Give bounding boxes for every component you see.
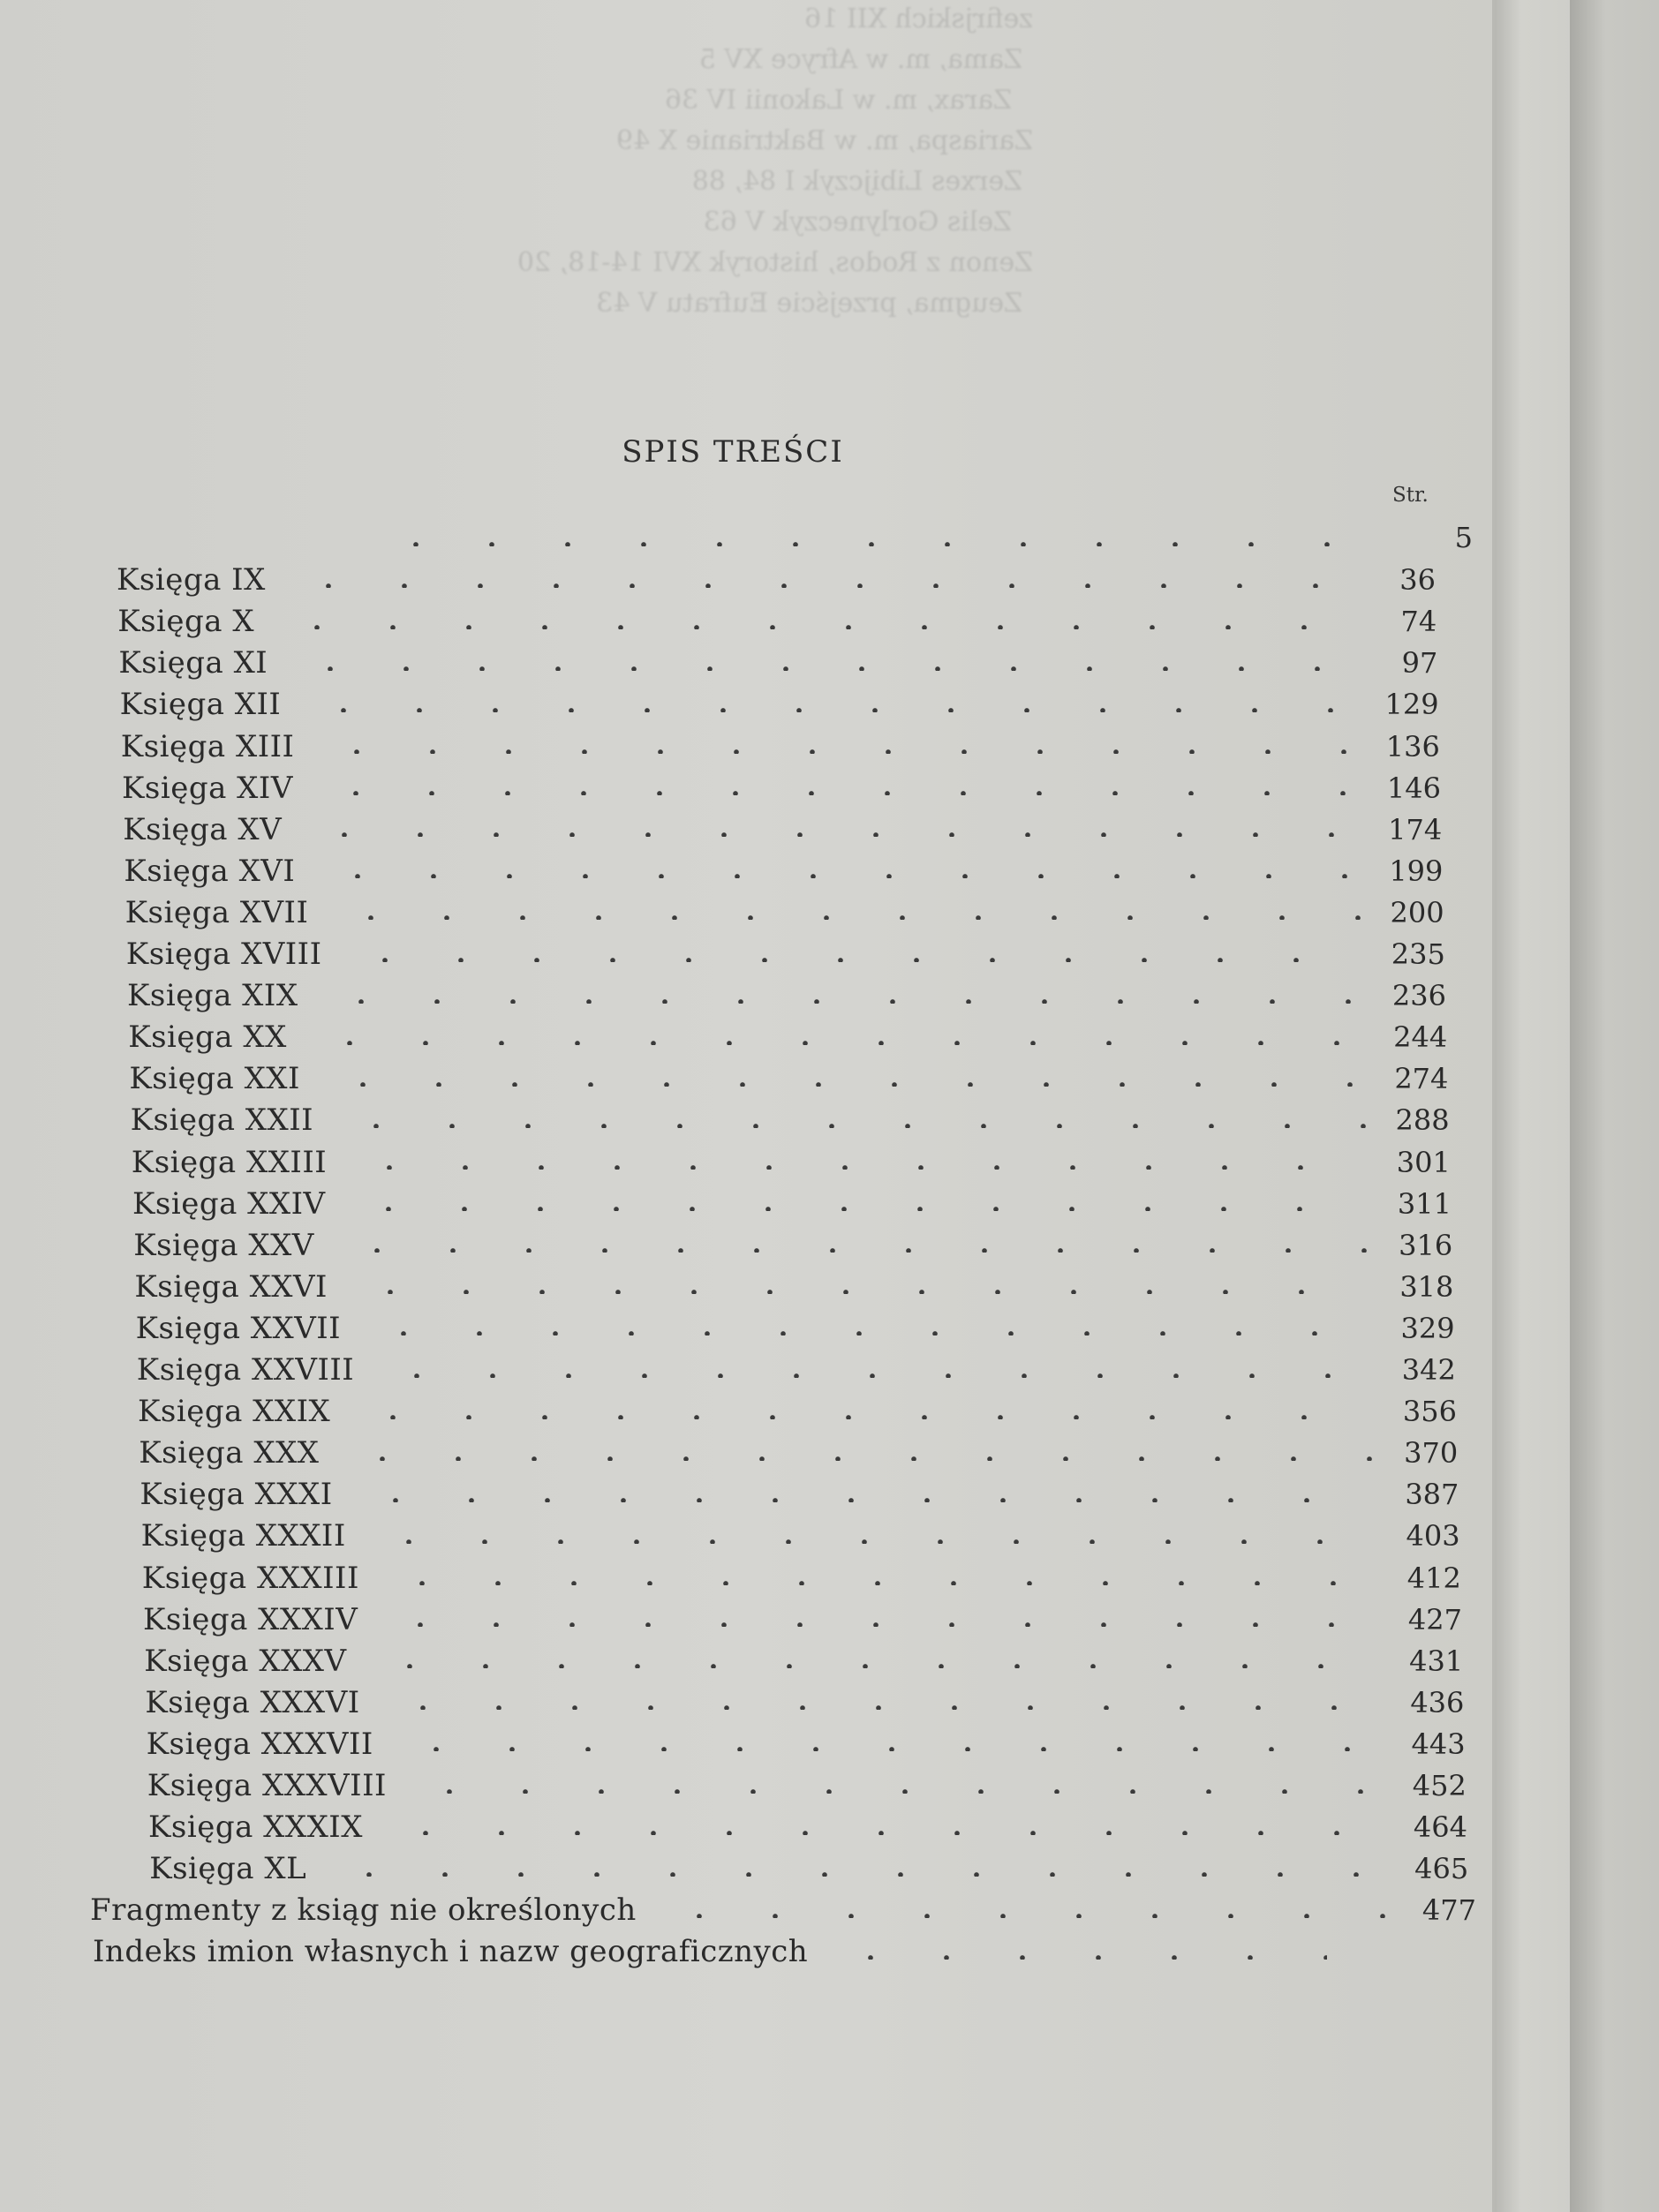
toc-entry-label: Księga XXXV — [144, 1643, 347, 1679]
toc-entry-label: Księga XII — [119, 687, 282, 723]
dot-leader — [372, 1664, 1383, 1668]
dot-leader — [305, 708, 1357, 712]
ghost-line: Zarax, m. w Lakonii IV 36 — [664, 85, 1012, 116]
toc-entry — [148, 1809, 1467, 1845]
toc-entry — [132, 1145, 1451, 1180]
dot-leader — [318, 791, 1360, 795]
toc-entry-page: 200 — [1390, 895, 1444, 929]
dot-leader — [385, 1705, 1384, 1710]
toc-entry — [117, 562, 1436, 598]
toc-entry-page: 244 — [1393, 1020, 1448, 1055]
toc-entry-page: 301 — [1396, 1145, 1451, 1179]
toc-entry — [141, 1518, 1460, 1554]
dot-leader — [366, 1331, 1373, 1335]
toc-entry-page: 236 — [1391, 979, 1446, 1013]
dot-leader — [338, 1124, 1369, 1128]
toc-entry-label: Księga XL — [149, 1851, 307, 1887]
toc-entry-label: Księga XXIII — [131, 1144, 328, 1180]
dot-leader — [331, 1872, 1387, 1877]
toc-entry — [117, 604, 1437, 639]
toc-entry-label: Księga XXVIII — [136, 1352, 355, 1388]
toc-entry — [136, 1311, 1455, 1346]
toc-entry-label: Księga XXII — [130, 1102, 314, 1139]
ghost-line: zefirjskich XII 16 — [804, 4, 1033, 34]
toc-entry — [125, 895, 1444, 930]
dot-leader — [378, 542, 1391, 546]
toc-entry-page: 235 — [1391, 937, 1445, 971]
toc-entry-page: 403 — [1406, 1519, 1460, 1554]
toc-entry-label: Księga XXXVI — [145, 1684, 360, 1720]
ghost-line: Zeugma, przejście Eufratu V 43 — [596, 288, 1022, 319]
page-column-label: Str. — [1392, 484, 1429, 507]
toc-entry — [144, 1644, 1463, 1679]
toc-entry-page: 477 — [1421, 1893, 1476, 1928]
toc-entry-label: Księga XXI — [129, 1061, 300, 1097]
toc-entry-label: Księga XXVI — [134, 1268, 328, 1305]
toc-entry — [147, 1768, 1467, 1803]
toc-entry-label: Księga XIX — [127, 978, 298, 1014]
toc-entry — [139, 1435, 1458, 1471]
toc-entry-page: 311 — [1397, 1186, 1452, 1221]
toc-entry-page: 452 — [1412, 1769, 1467, 1802]
mirrored-index-text — [35, 0, 1448, 415]
dot-leader — [290, 583, 1354, 588]
ghost-line: Zelis Gorlyneczyk V 63 — [703, 207, 1012, 237]
toc-entry-label: Księga XVII — [124, 894, 309, 930]
toc-entry-page: 356 — [1402, 1395, 1457, 1429]
ghost-line: Zenon z Rodos, historyk XVI 14-18, 20 — [517, 247, 1033, 278]
toc-entry-page: 436 — [1410, 1685, 1465, 1719]
toc-entry — [137, 1352, 1456, 1388]
dot-leader — [371, 1539, 1379, 1544]
toc-entry-page: 443 — [1411, 1727, 1466, 1761]
toc-entry-label: Księga XV — [123, 811, 283, 847]
toc-entry-page: 412 — [1406, 1561, 1461, 1595]
dot-leader — [344, 1456, 1377, 1461]
toc-entry — [133, 1228, 1452, 1263]
toc-entry-label: Księga XXV — [133, 1227, 314, 1263]
dot-leader — [333, 915, 1362, 920]
ghost-line: Zariaspa, m. w Baktrianie X 49 — [615, 125, 1033, 156]
toc-entry — [118, 645, 1437, 681]
toc-entry — [127, 978, 1446, 1013]
toc-entry-label: Fragmenty z ksiąg nie określonych — [90, 1892, 637, 1929]
dot-leader — [351, 1207, 1370, 1211]
toc-entry-page: 329 — [1400, 1311, 1455, 1345]
toc-entry-label: Księga XXXI — [140, 1477, 333, 1513]
toc-entry — [143, 1602, 1462, 1637]
toc-entry-page: 465 — [1414, 1852, 1469, 1886]
book-edge — [1570, 0, 1659, 2212]
toc-entry-label: Indeks imion własnych i nazw geograficznych — [93, 1934, 809, 1970]
toc-entry-page: 427 — [1407, 1602, 1462, 1636]
dot-leader — [351, 1165, 1369, 1170]
dot-leader — [306, 832, 1361, 837]
dot-leader — [661, 1914, 1395, 1918]
toc-entry-label: Księga XI — [118, 645, 268, 681]
dot-leader — [398, 1747, 1384, 1751]
toc-entry-page: 136 — [1385, 729, 1440, 764]
dot-leader — [833, 1955, 1327, 1960]
toc-entry-label: Księga XXIV — [132, 1185, 326, 1222]
toc-entry-page: 316 — [1399, 1228, 1453, 1262]
toc-entry — [142, 1561, 1461, 1596]
ghost-line: Zerxes Libijczyk I 84, 88 — [691, 166, 1022, 197]
toc-entry — [140, 1477, 1459, 1512]
bleed-through-text — [0, 0, 1492, 415]
toc-entry-page: 146 — [1386, 771, 1441, 805]
toc-entry — [145, 1685, 1464, 1720]
dot-leader — [382, 1622, 1381, 1627]
dot-leader — [355, 1415, 1376, 1419]
dot-leader — [320, 874, 1361, 878]
toc-entry-page: 97 — [1401, 646, 1438, 681]
ghost-line: Zama, m. w Afryce XV 5 — [698, 44, 1022, 75]
dot-leader — [347, 958, 1364, 962]
toc-entry — [134, 1269, 1453, 1305]
toc-entry — [121, 729, 1440, 764]
toc-entry-page: 318 — [1399, 1269, 1454, 1304]
toc-entry-page: 274 — [1394, 1062, 1449, 1096]
toc-entry — [129, 1061, 1448, 1096]
toc-entry — [120, 687, 1439, 722]
dot-leader — [411, 1789, 1385, 1794]
toc-entry-label: Księga XXXVIII — [147, 1768, 387, 1803]
dot-leader — [323, 999, 1365, 1004]
toc-entry — [122, 771, 1441, 806]
toc-entry-page: 36 — [1399, 563, 1436, 598]
toc-entry-page: 387 — [1405, 1478, 1459, 1512]
toc-entry-label: Księga XXXII — [140, 1518, 346, 1554]
toc-entry-label: Księga XXIX — [138, 1394, 331, 1430]
dot-leader — [388, 1831, 1386, 1835]
dot-leader — [312, 1041, 1366, 1045]
toc-entry-label: Księga XXXVII — [146, 1726, 373, 1762]
toc-entry — [128, 1019, 1447, 1055]
toc-entry-page: 370 — [1404, 1436, 1459, 1471]
toc-entry-page: 5 — [1454, 521, 1473, 554]
toc-entry-page: 288 — [1395, 1103, 1450, 1138]
toc-entry-label: Księga XVIII — [125, 937, 322, 972]
toc-entry-page: 342 — [1401, 1353, 1456, 1387]
toc-entry-label: Księga XX — [128, 1019, 287, 1056]
toc-entry — [132, 1186, 1452, 1222]
toc-entry — [149, 1851, 1468, 1886]
dot-leader — [379, 1373, 1375, 1378]
dot-leader — [352, 1290, 1372, 1294]
dot-leader — [319, 749, 1358, 754]
toc-entry-label: Księga XIV — [122, 770, 293, 806]
toc-entry — [123, 812, 1442, 847]
toc-entry — [126, 937, 1445, 972]
toc-entry — [147, 1727, 1466, 1762]
toc-entry-page: 464 — [1413, 1810, 1467, 1845]
toc-entry — [93, 1934, 1476, 1969]
toc-entry — [138, 1394, 1457, 1429]
toc-entry-label: Księga XIII — [120, 728, 295, 764]
toc-entry-label: Księga XXX — [139, 1435, 320, 1471]
dot-leader — [339, 1248, 1371, 1253]
dot-leader — [358, 1498, 1378, 1502]
toc-entry — [90, 1892, 1476, 1928]
toc-title: SPIS TREŚCI — [622, 434, 844, 470]
toc-entry-label: Księga X — [117, 604, 255, 640]
toc-entry-label: Księga IX — [117, 562, 266, 598]
dot-leader — [384, 1581, 1380, 1585]
toc-entry-label: Księga XXXIV — [143, 1601, 358, 1637]
toc-entry-page: 174 — [1388, 812, 1443, 846]
toc-entry-page: 431 — [1409, 1644, 1464, 1678]
toc-entry-label: Księga XXVII — [135, 1310, 342, 1346]
toc-entry-label: Księga XVI — [124, 853, 296, 889]
dot-leader — [292, 666, 1356, 671]
toc-entry-page: 199 — [1389, 854, 1444, 888]
toc-entry — [131, 1102, 1450, 1138]
toc-entry — [124, 854, 1443, 889]
toc-entry-label: Księga XXXIX — [148, 1809, 363, 1846]
dot-leader — [325, 1082, 1367, 1087]
toc-entry-page: 129 — [1384, 688, 1439, 722]
toc-entry-page: 74 — [1400, 605, 1437, 639]
toc-entry — [353, 521, 1473, 556]
toc-entry-label: Księga XXXIII — [141, 1560, 359, 1596]
dot-leader — [279, 625, 1355, 629]
